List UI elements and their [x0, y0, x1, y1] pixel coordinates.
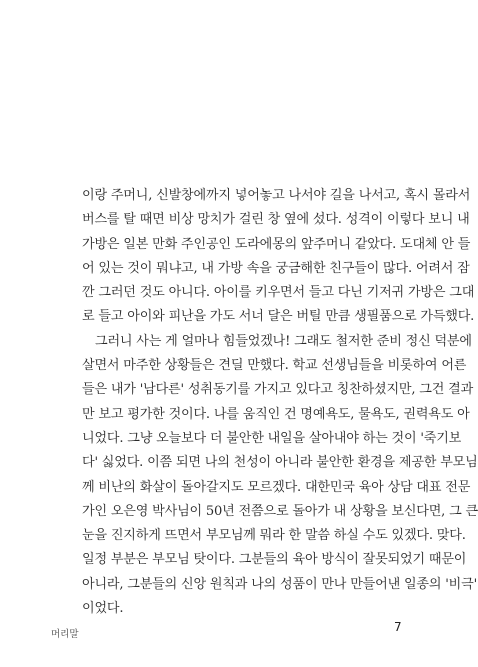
text-line: 로 들고 아이와 피난을 가도 서너 달은 버틸 만큼 생필품으로 가득했다.	[82, 309, 475, 325]
text-line: 살면서 마주한 상황들은 견딜 만했다. 학교 선생님들을 비롯하여 어른	[82, 358, 467, 374]
text-line: 눈을 진지하게 뜨면서 부모님께 뭐라 한 말씀 하실 수도 있겠다. 맞다.	[82, 528, 466, 544]
text-line: 깐 그러던 것도 아니다. 아이를 키우면서 들고 다닌 기저귀 가방은 그대	[82, 285, 475, 301]
running-footer-title: 머리말	[51, 629, 79, 640]
text-line: 가인 오은영 박사님이 50년 전쯤으로 돌아가 내 상황을 보신다면, 그 큰	[82, 503, 478, 519]
text-line: 버스를 탈 때면 비상 망치가 걸린 창 옆에 섰다. 성격이 이렇다 보니 내	[82, 212, 470, 228]
page-number: 7	[394, 620, 402, 634]
text-line: 일정 부분은 부모님 탓이다. 그분들의 육아 방식이 잘못되었기 때문이	[82, 552, 467, 568]
text-line: 가방은 일본 만화 주인공인 도라에몽의 앞주머니 같았다. 도대체 안 들	[82, 236, 471, 252]
text-line: 다' 싫었다. 이쯤 되면 나의 천성이 아니라 불안한 환경을 제공한 부모님	[82, 455, 478, 471]
text-line: 들은 내가 '남다른' 성취동기를 가지고 있다고 칭찬하셨지만, 그건 결과	[82, 382, 474, 398]
text-line: 께 비난의 화살이 돌아갈지도 모르겠다. 대한민국 육아 상담 대표 전문	[82, 479, 471, 495]
text-line: 이었다.	[82, 601, 124, 617]
text-line: 만 보고 평가한 것이다. 나를 움직인 건 명예욕도, 물욕도, 권력욕도 아	[82, 406, 470, 422]
text-line: 이랑 주머니, 신발창에까지 넣어놓고 나서야 길을 나서고, 혹시 몰라서	[82, 188, 471, 203]
text-line: 니었다. 그냥 오늘보다 더 불안한 내일을 살아내야 하는 것이 '죽기보	[82, 430, 462, 446]
body-text	[82, 184, 478, 621]
paragraph-start-line: 그러니 사는 게 얼마나 힘들었겠나! 그래도 철저한 준비 정신 덕분에	[95, 333, 472, 349]
text-line: 아니라, 그분들의 신앙 원칙과 나의 성품이 만나 만들어낸 일종의 '비극'	[82, 576, 477, 592]
text-line: 어 있는 것이 뭐냐고, 내 가방 속을 궁금해한 친구들이 많다. 어려서 잠	[82, 260, 470, 276]
